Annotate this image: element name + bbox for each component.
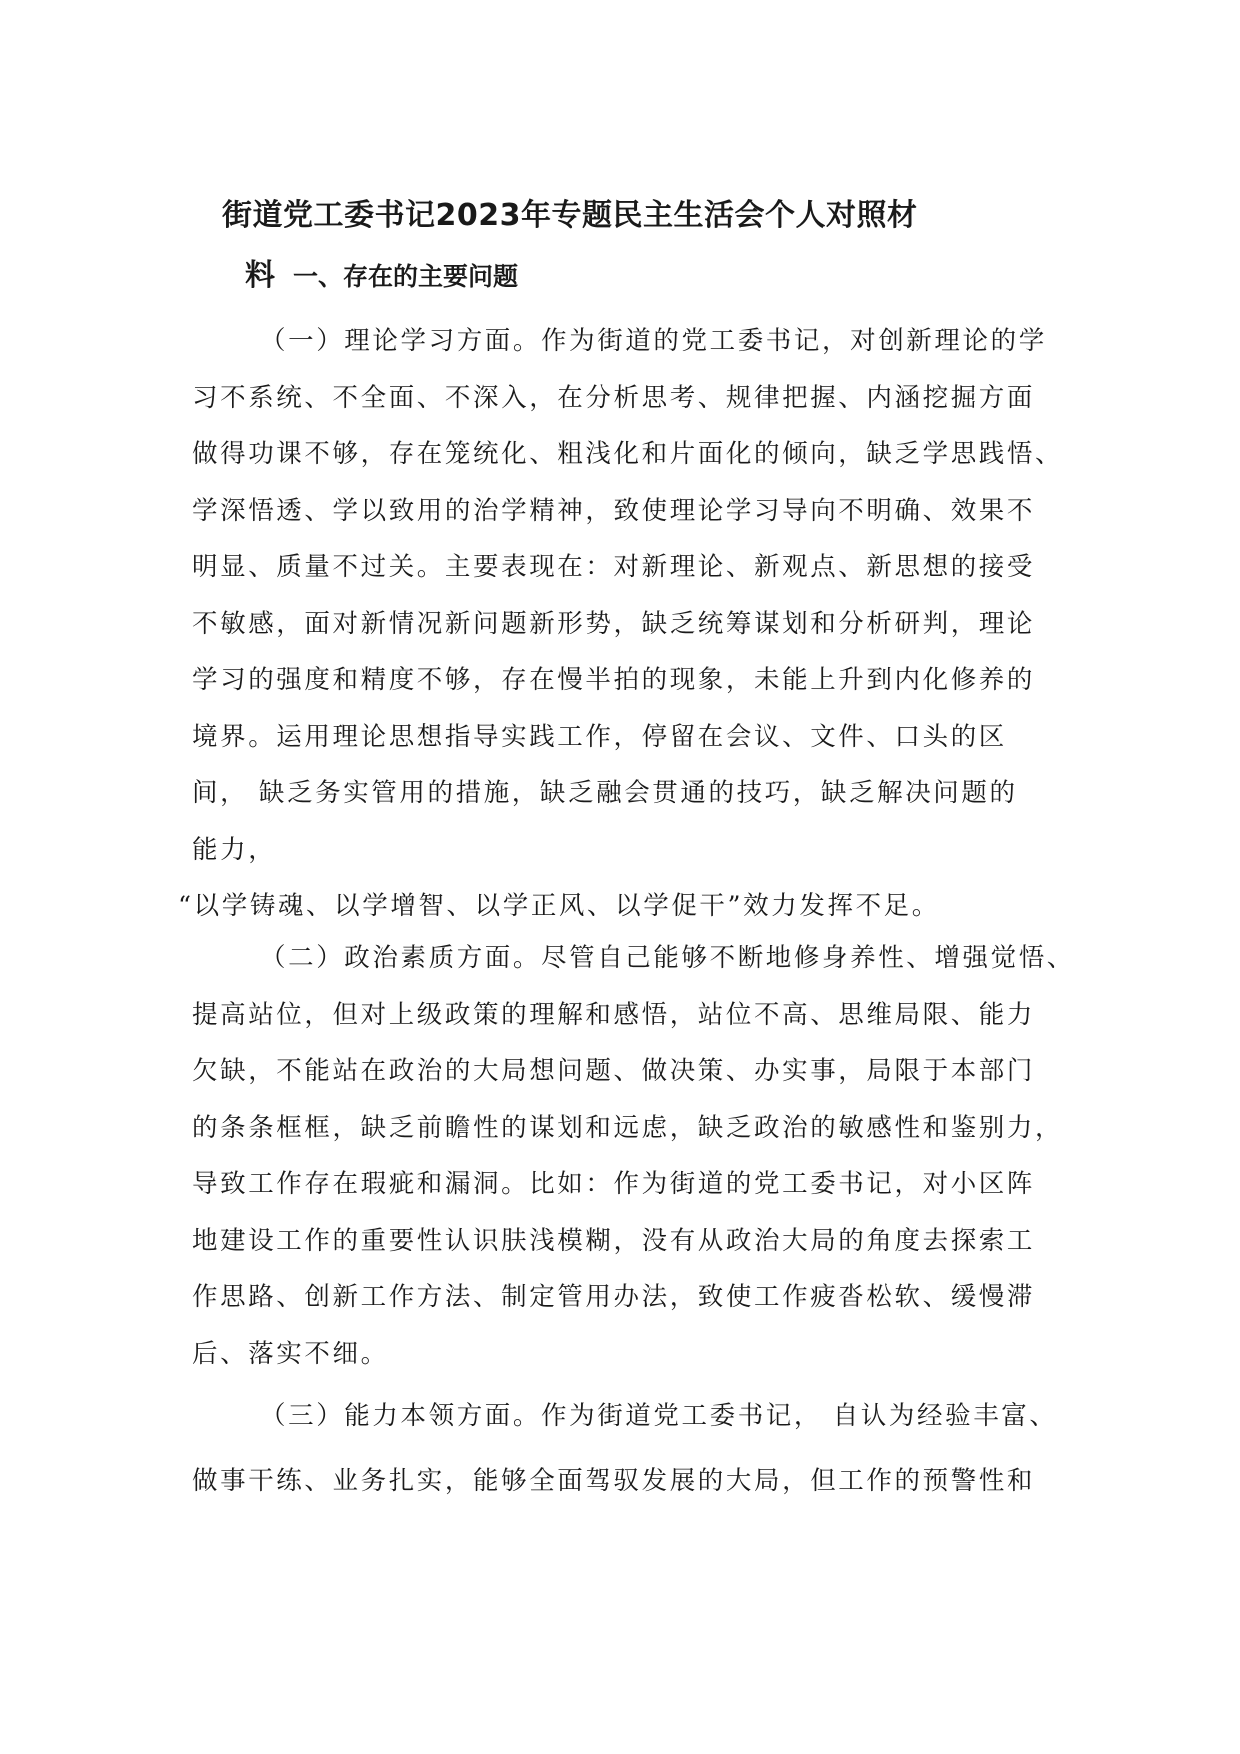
paragraph-line: 作思路、创新工作方法、制定管用办法，致使工作疲沓松软、缓慢滞 [192,1282,1036,1312]
section-heading: 一、存在的主要问题 [293,262,519,291]
paragraph-line: 习不系统、不全面、不深入，在分析思考、规律把握、内涵挖掘方面 [192,382,1036,413]
paragraph-line: 做得功课不够，存在笼统化、粗浅化和片面化的倾向，缺乏学思践悟、 [192,439,1064,469]
paragraph-line: 做事干练、业务扎实，能够全面驾驭发展的大局，但工作的预警性和 [192,1465,1036,1496]
paragraph-line: 明显、质量不过关。主要表现在：对新理论、新观点、新思想的接受 [192,552,1036,582]
paragraph-theory-study [178,313,1064,928]
paragraph-line: 不敏感，面对新情况新问题新形势，缺乏统筹谋划和分析研判，理论 [192,608,1036,639]
paragraph-line: 学习的强度和精度不够，存在慢半拍的现象，未能上升到内化修养的 [192,665,1036,695]
paragraph-line: 提高站位，但对上级政策的理解和感悟，站位不高、思维局限、能力 [192,999,1036,1030]
paragraph-line: “以学铸魂、以学增智、以学正风、以学促干”效力发挥不足。 [178,891,940,921]
document-title-continuation: 料 [245,258,275,293]
paragraph-line: 境界。运用理论思想指导实践工作，停留在会议、文件、口头的区 [192,721,1007,752]
paragraph-line: 能力， [192,834,277,865]
paragraph-line: 学深悟透、学以致用的治学精神，致使理论学习导向不明确、效果不 [192,495,1036,526]
paragraph-line: （一）理论学习方面。作为街道的党工委书记，对创新理论的学 [260,326,1047,356]
paragraph-line: 地建设工作的重要性认识肤浅模糊，没有从政治大局的角度去探索工 [192,1225,1036,1256]
paragraph-line: （二）政治素质方面。尽管自己能够不断地修身养性、增强觉悟、 [260,943,1075,973]
paragraph-line: 后、落实不细。 [192,1338,389,1369]
paragraph-line: （三）能力本领方面。作为街道党工委书记， 自认为经验丰富、 [260,1401,1058,1431]
paragraph-line: 间， 缺乏务实管用的措施，缺乏融会贯通的技巧，缺乏解决问题的 [192,778,1018,808]
paragraph-political-quality [192,930,1075,1382]
paragraph-line: 导致工作存在瑕疵和漏洞。比如：作为街道的党工委书记，对小区阵 [192,1169,1036,1199]
paragraph-line: 的条条框框，缺乏前瞻性的谋划和远虑，缺乏政治的敏感性和鉴别力， [192,1112,1064,1143]
paragraph-line: 欠缺，不能站在政治的大局想问题、做决策、办实事，局限于本部门 [192,1056,1036,1086]
document-title-line2 [245,250,518,294]
paragraph-ability-skills [192,1388,1058,1509]
document-title-line1: 街道党工委书记2023年专题民主生活会个人对照材 [222,198,918,233]
